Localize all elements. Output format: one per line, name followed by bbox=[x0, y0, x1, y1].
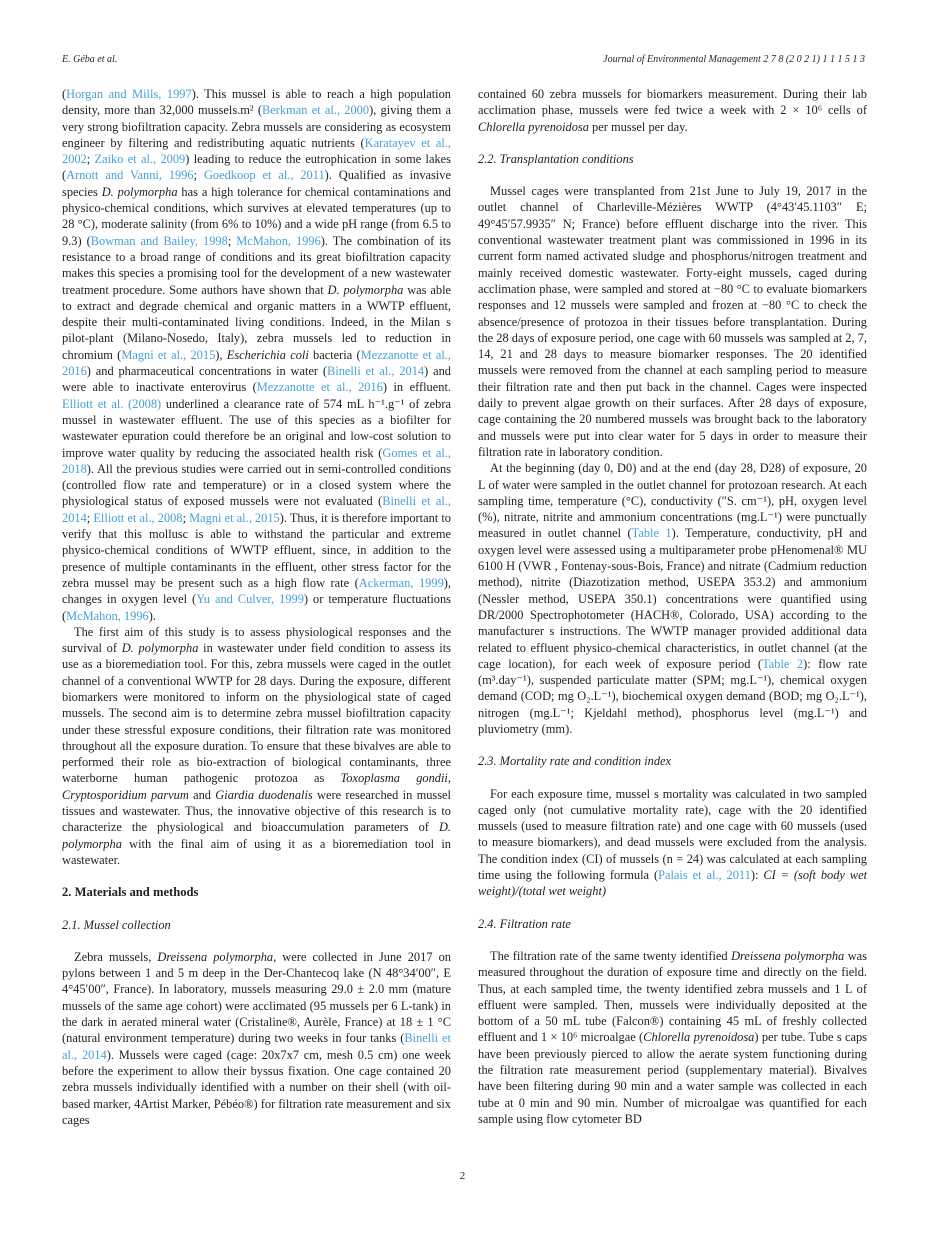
citation-link[interactable]: Elliott et al., 2008 bbox=[93, 510, 183, 525]
text-run: was measured throughout the duration of exposure time and directly on the field. Thus, at each sampled time, the twenty identified zebra mussels and 1 L of effluent were sampled. Then, mussels were individually deposited at the bottom of a 50 mL tube (Falcon®) containing 45 mL of freshly collected effluent and 1 × 10⁶ microalgae ( bbox=[478, 948, 867, 1045]
text-run: with the final aim of using it as a bioremediation tool in wastewater. bbox=[62, 836, 451, 867]
text-run: ), bbox=[215, 347, 227, 362]
italic-text: Chlorella pyrenoidosa bbox=[478, 119, 589, 134]
page-footer bbox=[0, 1170, 925, 1182]
section-heading: 2. Materials and methods bbox=[62, 885, 199, 900]
text-run: The first aim of this study is to assess physiological responses and the survival of bbox=[62, 624, 451, 656]
text-run: ; bbox=[227, 233, 237, 248]
left-column bbox=[62, 86, 451, 1172]
citation-link[interactable]: Binelli et al., 2014 bbox=[62, 494, 451, 525]
citation-link[interactable]: Table 1 bbox=[631, 526, 672, 541]
page-number: 2 bbox=[459, 1170, 466, 1182]
text-run: was able to extract and degrade chemical and organic matters in a WWTP effluent, despite their multi-contaminated living conditions. Indeed, in the Milan s pilot-plant (Milano-Nosedo, Italy), zebra mussels led to reduction in chromium ( bbox=[62, 282, 451, 362]
citation-link[interactable]: Karatayev et al., 2002 bbox=[62, 135, 451, 167]
italic-text: Giardia duodenalis bbox=[215, 787, 313, 802]
subsection-heading: 2.4. Filtration rate bbox=[478, 916, 571, 931]
paragraph bbox=[62, 86, 451, 624]
text-run: ) and were able to inactivate enterovirus ( bbox=[62, 364, 451, 395]
citation-link[interactable]: Horgan and Mills, 1997 bbox=[66, 87, 192, 101]
text-run: ) or temperature fluctuations ( bbox=[62, 592, 451, 623]
text-run: ). Qualified as invasive species bbox=[62, 168, 451, 199]
text-run: ; bbox=[193, 168, 204, 183]
paragraph bbox=[478, 786, 867, 900]
italic-text: D. polymorpha bbox=[101, 184, 178, 199]
text-run: ). All the previous studies were carried out in semi-controlled conditions (controlled flow rate and temperature) or in a closed system where the physiological status of exposed mussels were not evaluated ( bbox=[62, 461, 451, 509]
citation-link[interactable]: McMahon, 1996 bbox=[236, 233, 321, 248]
text-run: ), changes in oxygen level ( bbox=[62, 575, 451, 607]
text-run: ). This mussel is able to reach a high population density, more than 32,000 mussels.m² ( bbox=[62, 87, 451, 118]
text-run: ). Temperature, conductivity, pH and oxygen level were assessed using a multiparameter probe pHenomenal® MU 6100 H (VWR , Fontenay-sous-Bois, France) and nitrate (Cadmium reduction method), nitrite (Diazotization method, USEPA 353.2) and ammonium (Nessler method, USEPA 350.1) concentrations were quantified using DR/2000 Spectrophotometer (HACH®, Colorado, USA) according to the manufacturer s instructions. The WWTP manager provided additional data related to effluent physico-chemical characteristics, in outlet channel (at the cage location), for each week of exposure period ( bbox=[478, 526, 867, 671]
text-run: ) and pharmaceutical concentrations in water ( bbox=[86, 364, 328, 379]
text-run: ). Thus, it is therefore important to verify that this mollusc is able to withstand the particular and extreme physico-chemical conditions of WWTP effluent, since, in addition to the presence of multiple contaminants in the effluent, other stress factor for the zebra mussel may be present such as a high flow rate ( bbox=[62, 510, 451, 590]
text-run: ): bbox=[750, 868, 764, 883]
citation-link[interactable]: Gomes et al., 2018 bbox=[62, 445, 451, 476]
text-run: bacteria ( bbox=[308, 347, 361, 362]
text-run: underlined a clearance rate of 574 mL h⁻¹.g⁻¹ of zebra mussel in wastewater effluent. The use of this species as a biofilter for wastewater epuration could therefore be an original and low-cost solution to improve water quality by reducing the associated health risk ( bbox=[62, 396, 451, 460]
italic-text: Chlorella pyrenoidosa bbox=[643, 1030, 755, 1045]
subsection-heading: 2.1. Mussel collection bbox=[62, 917, 171, 932]
paragraph bbox=[478, 183, 867, 460]
text-run: ), giving them a very strong biofiltration capacity. Zebra mussels are considering as ecosystem engineer by filtering and redistributing aquatic nutrients ( bbox=[62, 103, 451, 150]
citation-link[interactable]: Palais et al., 2011 bbox=[658, 868, 751, 883]
article-body bbox=[62, 86, 867, 1172]
citation-link[interactable]: Goedkoop et al., 2011 bbox=[203, 168, 325, 183]
text-run: contained 60 zebra mussels for biomarkers measurement. During their lab acclimation phase, mussels were fed twice a week with 2 × 10⁶ cells of bbox=[478, 87, 867, 118]
citation-link[interactable]: Elliott et al. (2008) bbox=[62, 396, 162, 411]
italic-text: D. polymorpha bbox=[121, 641, 199, 656]
paragraph bbox=[62, 624, 451, 868]
subsection-heading: 2.2. Transplantation conditions bbox=[478, 151, 634, 166]
text-run: Mussel cages were transplanted from 21st June to July 19, 2017 in the outlet channel of Charleville-Mézières WWTP (4°43′45.1103″ E; 49°45′57.9935″ N; France) before effluent discharge into the river. This conventional wastewater treatment plant was commissioned in 1996 in its current form named activated sludge and phosphorus/nitrogen treatment and mainly received domestic wastewater. Forty-eight mussels, caged during acclimation phase, were sampled and stored at −80 °C to evaluate biomarkers responses and 12 mussels were sampled and frozen at −80 °C to check the absence/presence of protozoa in their tissues before transplantation. During the 28 days of exposure period, one cage with 60 mussels was sampled at 2, 7, 14, 21 and 28 days to measure biomarker responses. The 20 identified mussels were removed from the channel at each sampling period to measure their filtration rate and then put back in the channel. Cages were inspected daily to prevent algae growth on their surfaces. After 28 days of exposure, cage containing the 20 numbered mussels was brought back to the laboratory and mussels were put into clear water for 5 days in order to measure their filtration rate in laboratory condition. bbox=[478, 184, 867, 459]
citation-link[interactable]: Table 2 bbox=[762, 656, 804, 671]
italic-text: D. polymorpha bbox=[327, 282, 404, 297]
italic-text: Cryptosporidium parvum bbox=[62, 787, 189, 802]
italic-text: Escherichia coli bbox=[226, 347, 309, 362]
text-run: in wastewater under field condition to assess its use as a bioremediation tool. For this, zebra mussels were caged in the outlet channel of a conventional WWTP for 28 days. During the exposure, different biomarkers were monitored to inform on the physiological state of caged mussels. The second aim is to determine zebra mussel biofiltration capacity under these stressful exposure conditions, their filtration rate was monitored throughout all the exposure duration. To ensure that these bivalves are able to performed their role as bio-extraction of biological contaminants, three waterborne human pathogenic protozoa as bbox=[62, 641, 451, 786]
citation-link[interactable]: Binelli et al., 2014 bbox=[327, 364, 425, 379]
italic-text: D. polymorpha bbox=[62, 820, 451, 851]
text-run: ( bbox=[62, 87, 67, 101]
text-run: Zebra mussels, bbox=[74, 949, 158, 964]
text-run: ). Mussels were caged (cage: 20x7x7 cm, mesh 0.5 cm) one week before the experiment to allow their byssus fixation. One cage contained 20 zebra mussels individually identified with a number on their shell (with oil-based marker, 4Artist Marker, Pébéo®) for filtration rate measurement and six cages bbox=[62, 1047, 451, 1127]
text-run: ). bbox=[148, 608, 156, 623]
text-run: ; bbox=[86, 152, 95, 167]
citation-link[interactable]: Arnott and Vanni, 1996 bbox=[66, 168, 194, 183]
text-run: ): flow rate (m³.day⁻¹), suspended particulate matter (SPM; mg.L⁻¹), chemical oxygen demand (COD; mg O₂.L⁻¹), biochemical oxygen demand (BOD; mg O₂.L⁻¹), nitrogen (mg.L⁻¹; Kjeldahl method), phosphorus level (mg.L⁻¹) and pluviometry (mm). bbox=[478, 656, 867, 736]
text-run: For each exposure time, mussel s mortality was calculated in two sampled caged only (not cumulative mortality rate), cage with the 20 identified mussels (used to measure filtration rate) and one cage with 60 mussels (used to measure biomarkers), and dead mussels were excluded from the analysis. The condition index (CI) of mussels (n = 24) was calculated at each sampling time using the following formula ( bbox=[478, 786, 867, 883]
paragraph bbox=[478, 86, 867, 135]
text-run: ) per tube. Tube s caps have been previously pierced to allow the aerate system functioning during the filtration rate measurement period (supplementary material). Bivalves have been filtering during 90 min and a water sample was collected in each tube at 0 min and 90 min. Number of microalgae was quantified for each sample using flow cytometer BD bbox=[478, 1030, 867, 1126]
text-run: has a high tolerance for chemical contaminations and physico-chemical conditions, which survives at elevated temperatures (up to 28 °C), moderate salinity (from 6% to 10%) and a wide pH range (from 6.5 to 9.3) ( bbox=[62, 184, 451, 248]
text-run: The filtration rate of the same twenty identified bbox=[490, 948, 732, 963]
text-run: and bbox=[188, 787, 216, 802]
citation-link[interactable]: Binelli et al., 2014 bbox=[62, 1031, 451, 1062]
citation-link[interactable]: Berkman et al., 2000 bbox=[262, 103, 370, 118]
paragraph bbox=[478, 948, 867, 1127]
subsection-heading: 2.3. Mortality rate and condition index bbox=[478, 754, 672, 769]
paragraph bbox=[62, 949, 451, 1128]
text-run: ) in effluent. bbox=[382, 380, 451, 395]
italic-text: Dreissena polymorpha bbox=[731, 948, 845, 963]
italic-text: CI = (soft body wet weight)/(total wet weight) bbox=[478, 868, 867, 899]
text-run: ; bbox=[86, 510, 94, 525]
text-run: ) leading to reduce the eutrophication in some lakes ( bbox=[62, 152, 451, 183]
text-run: , were collected in June 2017 on pylons between 1 and 5 m deep in the Der-Chantecoq lake (N 48°34′00″, E 4°45′00″, France). In laboratory, mussels measuring 29.0 ± 2.0 mm (mature mussels of the same age cohort) were acclimated (95 mussels per 6 L-tank) in the dark in aerated mineral water (Cristaline®, Aurèle, France) at 18 ± 1 °C (natural environment temperature) during two weeks in four tanks ( bbox=[62, 949, 451, 1046]
running-header bbox=[62, 54, 865, 65]
citation-link[interactable]: Yu and Culver, 1999 bbox=[196, 592, 304, 607]
text-run: , bbox=[447, 771, 451, 786]
citation-link[interactable]: Ackerman, 1999 bbox=[358, 575, 444, 590]
italic-text: Toxoplasma gondii bbox=[340, 771, 448, 786]
text-run: ; bbox=[182, 510, 190, 525]
citation-link[interactable]: Bowman and Bailey, 1998 bbox=[90, 233, 228, 248]
header-author: E. Géba et al. bbox=[62, 54, 118, 65]
citation-link[interactable]: Magni et al., 2015 bbox=[121, 347, 216, 362]
text-run: per mussel per day. bbox=[588, 119, 688, 134]
italic-text: Dreissena polymorpha bbox=[157, 949, 274, 964]
citation-link[interactable]: Mezzanotte et al., 2016 bbox=[256, 380, 383, 395]
text-run: ). The combination of its resistance to a broad range of conditions and its great biofiltration capacity makes this species a promising tool for the development of a new wastewater treatment procedure. Some authors have shown that bbox=[62, 233, 451, 297]
right-column bbox=[478, 86, 867, 1172]
citation-link[interactable]: McMahon, 1996 bbox=[66, 608, 149, 623]
text-run: were researched in mussel tissues and wastewater. Thus, the innovative objective of this research is to characterize the physiological and bioaccumulation parameters of bbox=[62, 787, 451, 835]
citation-link[interactable]: Mezzanotte et al., 2016 bbox=[62, 347, 451, 379]
paragraph bbox=[478, 460, 867, 737]
citation-link[interactable]: Magni et al., 2015 bbox=[189, 510, 280, 525]
text-run: At the beginning (day 0, D0) and at the end (day 28, D28) of exposure, 20 L of water were sampled in the outlet channel for protozoan research. At each sampling time, temperature (°C), conductivity (″S. cm⁻¹), pH, oxygen level (%), nitrate, nitrite and ammonium concentrations (mg.L⁻¹) were punctually measured in outlet channel ( bbox=[478, 461, 867, 541]
citation-link[interactable]: Zaiko et al., 2009 bbox=[94, 152, 186, 167]
header-journal-title: Journal of Environmental Management 2 7 8 (2 0 2 1) 1 1 1 5 1 3 bbox=[603, 54, 865, 65]
